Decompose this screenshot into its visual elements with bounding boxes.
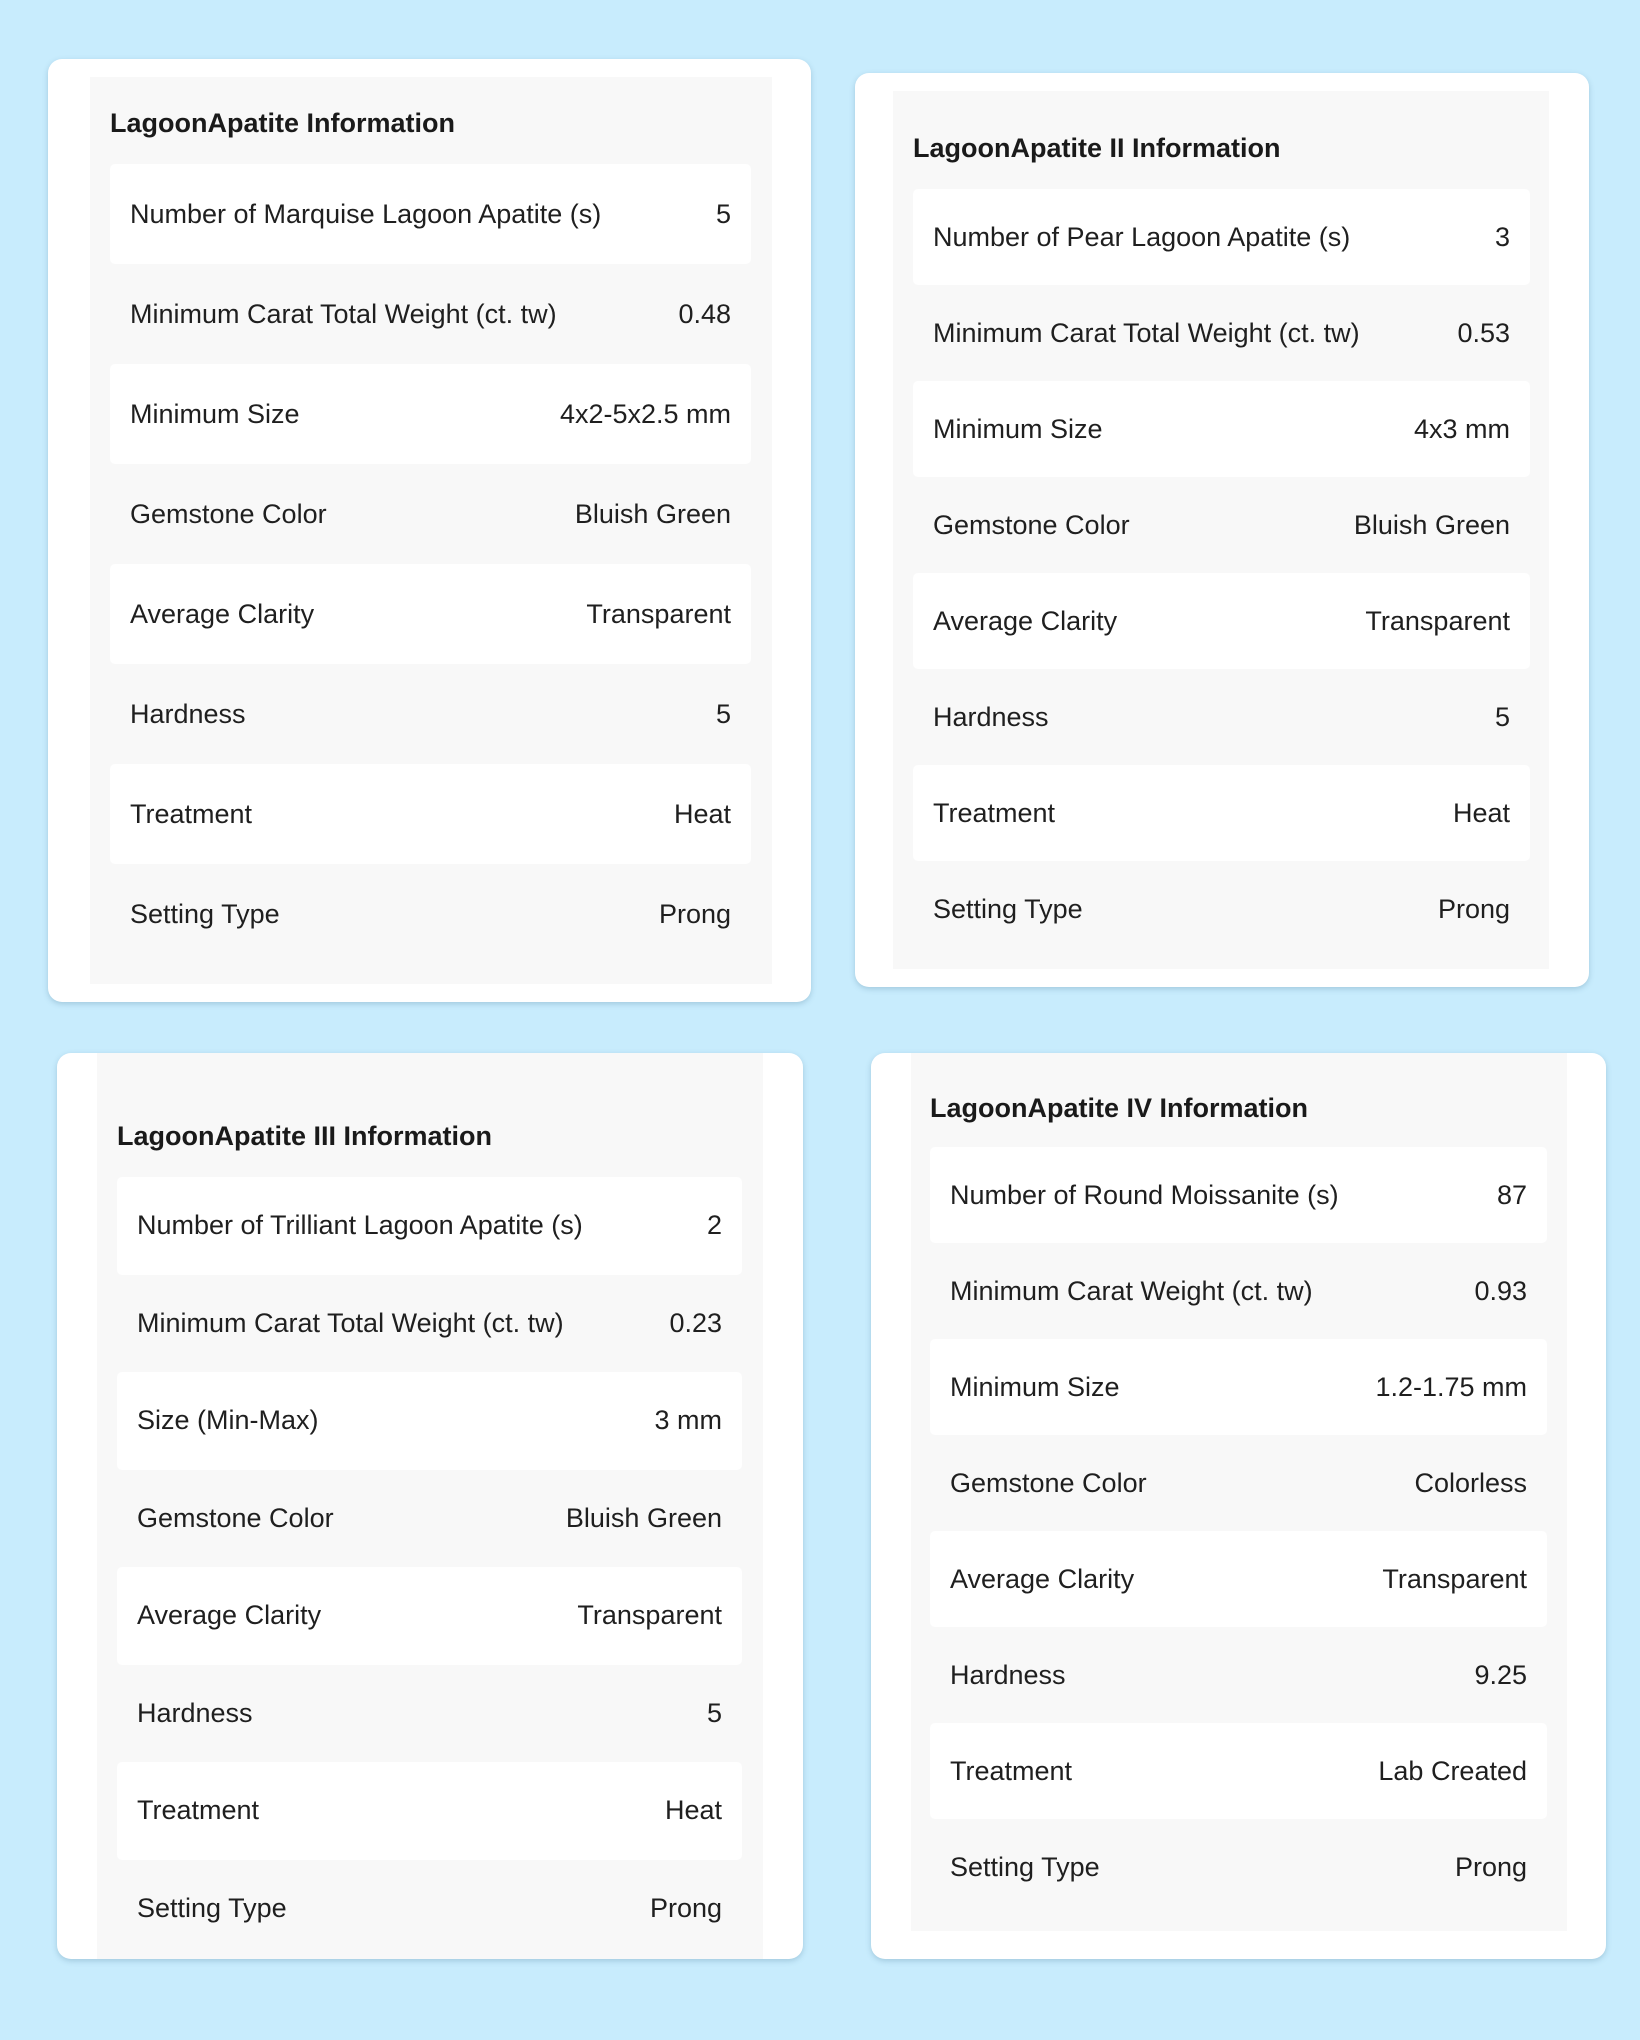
spec-row-color <box>117 1470 742 1568</box>
spec-value: Prong <box>658 898 731 929</box>
spec-label: Setting Type <box>130 898 280 929</box>
spec-label: Minimum Size <box>950 1371 1120 1402</box>
spec-row-setting-type <box>930 1819 1547 1915</box>
spec-value: Heat <box>673 798 731 829</box>
spec-value: Transparent <box>1382 1563 1527 1594</box>
spec-label: Setting Type <box>137 1892 287 1923</box>
spec-row-size <box>930 1339 1547 1435</box>
spec-value: 3 mm <box>654 1405 722 1436</box>
spec-row-treatment <box>913 765 1530 861</box>
spec-row-size <box>117 1372 742 1470</box>
spec-table <box>913 189 1530 957</box>
spec-row-treatment <box>930 1723 1547 1819</box>
spec-row-carat-weight <box>930 1243 1547 1339</box>
spec-value: Colorless <box>1414 1467 1527 1498</box>
spec-value: 4x3 mm <box>1413 413 1510 444</box>
spec-value: 2 <box>706 1210 722 1241</box>
spec-value: 5 <box>715 698 731 729</box>
spec-value: 5 <box>1494 701 1510 732</box>
spec-label: Treatment <box>130 798 253 829</box>
spec-label: Gemstone Color <box>137 1502 334 1533</box>
spec-table <box>117 1177 742 1957</box>
spec-label: Hardness <box>933 701 1049 732</box>
spec-label: Gemstone Color <box>950 1467 1147 1498</box>
spec-label: Gemstone Color <box>130 498 327 529</box>
spec-row-color <box>913 477 1530 573</box>
spec-table <box>930 1147 1547 1915</box>
spec-label: Average Clarity <box>137 1600 322 1631</box>
spec-row-color <box>110 464 751 564</box>
spec-value: Bluish Green <box>1353 509 1510 540</box>
spec-table <box>110 164 751 964</box>
spec-row-stone-count <box>930 1147 1547 1243</box>
spec-row-stone-count <box>913 189 1530 285</box>
spec-row-clarity <box>930 1531 1547 1627</box>
spec-row-hardness <box>913 669 1530 765</box>
spec-row-clarity <box>117 1567 742 1665</box>
spec-value: 0.93 <box>1474 1275 1527 1306</box>
card-title: LagoonApatite IV Information <box>930 1093 1308 1123</box>
spec-value: 1.2-1.75 mm <box>1375 1371 1527 1402</box>
spec-value: Heat <box>664 1795 722 1826</box>
spec-row-setting-type <box>110 864 751 964</box>
spec-label: Minimum Size <box>130 398 300 429</box>
spec-value: 4x2-5x2.5 mm <box>559 398 731 429</box>
spec-row-hardness <box>930 1627 1547 1723</box>
spec-row-treatment <box>110 764 751 864</box>
spec-row-carat-weight <box>110 264 751 364</box>
spec-value: 5 <box>706 1697 722 1728</box>
spec-row-stone-count <box>110 164 751 264</box>
spec-label: Minimum Carat Weight (ct. tw) <box>950 1275 1313 1306</box>
spec-value: Prong <box>1437 893 1510 924</box>
spec-value: 9.25 <box>1474 1659 1527 1690</box>
spec-label: Average Clarity <box>130 598 315 629</box>
card-title: LagoonApatite Information <box>110 108 455 138</box>
spec-row-carat-weight <box>913 285 1530 381</box>
spec-label: Minimum Carat Total Weight (ct. tw) <box>130 298 557 329</box>
spec-row-treatment <box>117 1762 742 1860</box>
spec-label: Hardness <box>950 1659 1066 1690</box>
spec-label: Number of Trilliant Lagoon Apatite (s) <box>137 1210 583 1241</box>
spec-row-stone-count <box>117 1177 742 1275</box>
spec-value: Lab Created <box>1378 1755 1527 1786</box>
spec-label: Size (Min-Max) <box>137 1405 319 1436</box>
spec-row-size <box>913 381 1530 477</box>
spec-value: 3 <box>1494 221 1510 252</box>
gemstone-info-card-4 <box>871 1053 1606 1959</box>
spec-label: Number of Marquise Lagoon Apatite (s) <box>130 198 602 229</box>
spec-label: Average Clarity <box>950 1563 1135 1594</box>
spec-row-setting-type <box>117 1860 742 1958</box>
spec-value: 0.48 <box>678 298 731 329</box>
spec-label: Hardness <box>130 698 246 729</box>
gemstone-info-card-2 <box>855 73 1589 987</box>
spec-value: Heat <box>1452 797 1510 828</box>
spec-row-setting-type <box>913 861 1530 957</box>
spec-label: Average Clarity <box>933 605 1118 636</box>
spec-row-size <box>110 364 751 464</box>
spec-value: Transparent <box>577 1600 722 1631</box>
spec-label: Treatment <box>137 1795 260 1826</box>
spec-label: Minimum Carat Total Weight (ct. tw) <box>137 1307 564 1338</box>
spec-value: Transparent <box>586 598 731 629</box>
spec-row-carat-weight <box>117 1275 742 1373</box>
spec-label: Hardness <box>137 1697 253 1728</box>
spec-label: Gemstone Color <box>933 509 1130 540</box>
spec-row-hardness <box>117 1665 742 1763</box>
spec-label: Number of Pear Lagoon Apatite (s) <box>933 221 1351 252</box>
spec-label: Minimum Size <box>933 413 1103 444</box>
spec-value: 0.53 <box>1457 317 1510 348</box>
card-title: LagoonApatite III Information <box>117 1121 492 1151</box>
spec-value: Prong <box>1454 1851 1527 1882</box>
spec-value: Prong <box>649 1892 722 1923</box>
spec-label: Treatment <box>933 797 1056 828</box>
spec-row-hardness <box>110 664 751 764</box>
spec-value: 87 <box>1496 1179 1527 1210</box>
spec-label: Setting Type <box>950 1851 1100 1882</box>
gemstone-info-card-1 <box>48 59 811 1002</box>
spec-row-color <box>930 1435 1547 1531</box>
spec-value: Bluish Green <box>565 1502 722 1533</box>
gemstone-info-card-3 <box>57 1053 803 1959</box>
spec-label: Setting Type <box>933 893 1083 924</box>
spec-row-clarity <box>913 573 1530 669</box>
spec-value: Bluish Green <box>574 498 731 529</box>
spec-label: Number of Round Moissanite (s) <box>950 1179 1339 1210</box>
spec-value: 5 <box>715 198 731 229</box>
card-title: LagoonApatite II Information <box>913 133 1281 163</box>
spec-value: 0.23 <box>669 1307 722 1338</box>
spec-label: Treatment <box>950 1755 1073 1786</box>
spec-row-clarity <box>110 564 751 664</box>
spec-value: Transparent <box>1365 605 1510 636</box>
spec-label: Minimum Carat Total Weight (ct. tw) <box>933 317 1360 348</box>
